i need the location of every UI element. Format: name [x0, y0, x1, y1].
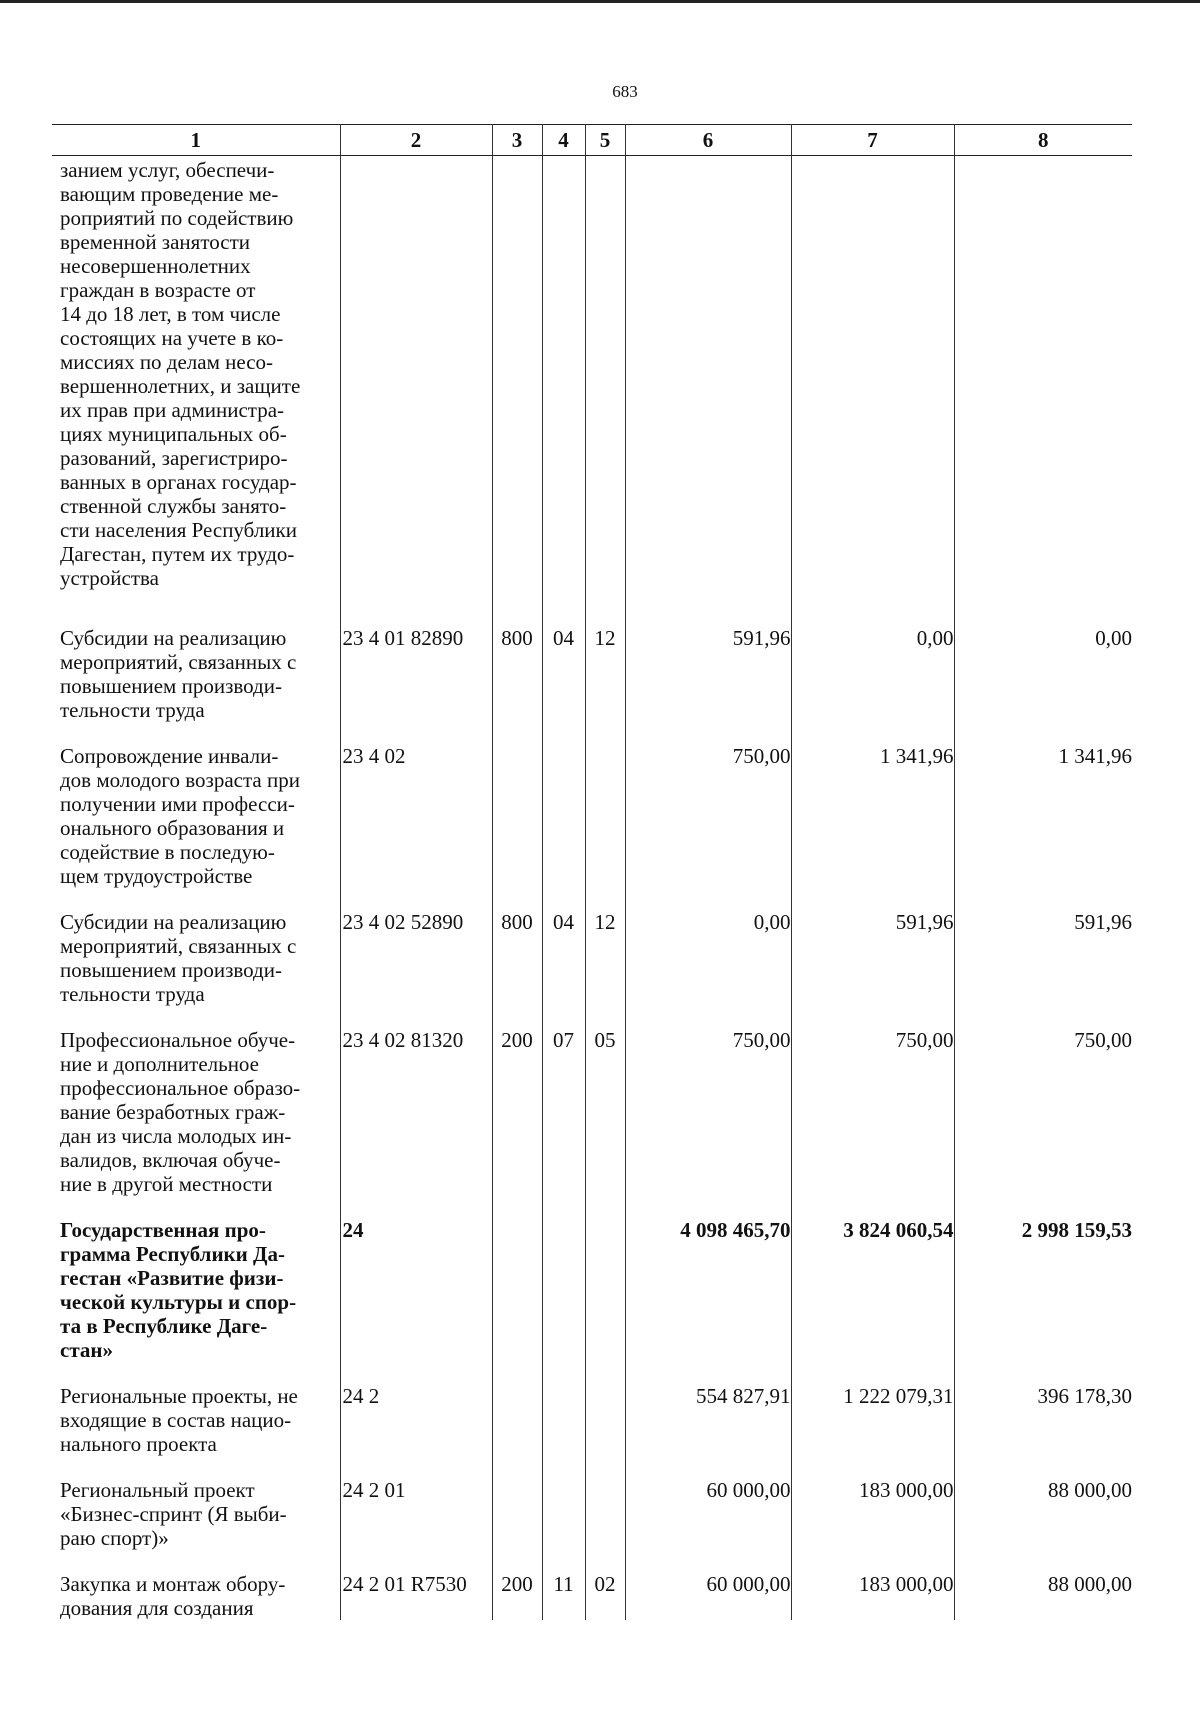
row-code-cell: 23 4 02: [340, 722, 492, 888]
col-header-7: 7: [791, 125, 954, 156]
row-amount-col6: 0,00: [625, 888, 791, 1006]
row-pr-cell: [585, 1456, 625, 1550]
row-rz-cell: 11: [542, 1550, 585, 1620]
row-name-cell: Сопровождение инвали- дов молодого возраста при получении ими професси- онального образования и содействие в последую- щем трудоустройстве: [52, 722, 340, 888]
row-vr-cell: [492, 1362, 542, 1456]
row-vr-cell: [492, 1456, 542, 1550]
row-vr-cell: [492, 1196, 542, 1362]
col-header-5: 5: [585, 125, 625, 156]
row-rz-cell: 04: [542, 888, 585, 1006]
top-border-line: [0, 0, 1200, 3]
row-rz-cell: [542, 156, 585, 605]
row-code-cell: 24: [340, 1196, 492, 1362]
row-name-cell: Субсидии на реализацию мероприятий, связанных с повышением производи- тельности труда: [52, 888, 340, 1006]
row-name-cell: Субсидии на реализацию мероприятий, связанных с повышением производи- тельности труда: [52, 604, 340, 722]
row-pr-cell: 12: [585, 888, 625, 1006]
row-amount-col7: 0,00: [791, 604, 954, 722]
table-row: [52, 722, 1132, 888]
table-row: [52, 1456, 1132, 1550]
table-row: [52, 156, 1132, 605]
row-rz-cell: [542, 722, 585, 888]
row-rz-cell: 07: [542, 1006, 585, 1196]
row-code-cell: 23 4 01 82890: [340, 604, 492, 722]
row-pr-cell: 05: [585, 1006, 625, 1196]
row-name-cell: Региональный проект «Бизнес-спринт (Я выби- раю спорт)»: [52, 1456, 340, 1550]
row-amount-col8: 750,00: [954, 1006, 1132, 1196]
row-rz-cell: [542, 1196, 585, 1362]
row-amount-col8: 396 178,30: [954, 1362, 1132, 1456]
row-rz-cell: [542, 1456, 585, 1550]
row-amount-col7: 3 824 060,54: [791, 1196, 954, 1362]
row-name-cell: занием услуг, обеспечи- вающим проведение ме- роприятий по содействию временной занятости несовершеннолетних граждан в возрасте от 14 до 18 лет, в том числе состоящих на учете в ко- миссиях по делам несо- вершеннолетних, и защите их прав при администра- циях муниципальных об- разований, зарегистриро- ванных в органах государ- ственной службы занято- сти населения Республики Дагестан, путем их трудо- устройства: [52, 156, 340, 605]
row-amount-col6: 591,96: [625, 604, 791, 722]
row-code-cell: 24 2 01: [340, 1456, 492, 1550]
row-amount-col7: 1 222 079,31: [791, 1362, 954, 1456]
row-pr-cell: 12: [585, 604, 625, 722]
row-amount-col7: 183 000,00: [791, 1550, 954, 1620]
row-code-cell: 24 2: [340, 1362, 492, 1456]
row-amount-col8: 88 000,00: [954, 1456, 1132, 1550]
row-vr-cell: 800: [492, 888, 542, 1006]
row-code-cell: 24 2 01 R7530: [340, 1550, 492, 1620]
col-header-3: 3: [492, 125, 542, 156]
row-amount-col8: 0,00: [954, 604, 1132, 722]
row-name-cell: Закупка и монтаж обору- дования для создания: [52, 1550, 340, 1620]
budget-table: [52, 124, 1132, 1620]
row-vr-cell: [492, 156, 542, 605]
col-header-1: 1: [52, 125, 340, 156]
row-amount-col6: 60 000,00: [625, 1550, 791, 1620]
row-amount-col6: 4 098 465,70: [625, 1196, 791, 1362]
row-amount-col7: 750,00: [791, 1006, 954, 1196]
row-amount-col7: 183 000,00: [791, 1456, 954, 1550]
table-row: [52, 1550, 1132, 1620]
row-amount-col8: 1 341,96: [954, 722, 1132, 888]
row-amount-col7: 1 341,96: [791, 722, 954, 888]
row-amount-col8: 591,96: [954, 888, 1132, 1006]
table-row: [52, 1362, 1132, 1456]
row-pr-cell: [585, 1362, 625, 1456]
row-vr-cell: [492, 722, 542, 888]
row-vr-cell: 200: [492, 1550, 542, 1620]
row-name-cell: Профессиональное обуче- ние и дополнительное профессиональное образо- вание безработных граж- дан из числа молодых ин- валидов, включая обуче- ние в другой местности: [52, 1006, 340, 1196]
row-pr-cell: [585, 1196, 625, 1362]
header-row: [52, 125, 1132, 156]
row-rz-cell: 04: [542, 604, 585, 722]
table-row: [52, 1196, 1132, 1362]
row-amount-col8: 88 000,00: [954, 1550, 1132, 1620]
row-amount-col6: 554 827,91: [625, 1362, 791, 1456]
row-vr-cell: 800: [492, 604, 542, 722]
row-amount-col8: [954, 156, 1132, 605]
row-rz-cell: [542, 1362, 585, 1456]
col-header-4: 4: [542, 125, 585, 156]
row-pr-cell: 02: [585, 1550, 625, 1620]
row-amount-col6: 750,00: [625, 1006, 791, 1196]
row-amount-col7: [791, 156, 954, 605]
row-code-cell: [340, 156, 492, 605]
table-row: [52, 1006, 1132, 1196]
row-pr-cell: [585, 722, 625, 888]
row-code-cell: 23 4 02 52890: [340, 888, 492, 1006]
row-pr-cell: [585, 156, 625, 605]
row-name-cell: Региональные проекты, не входящие в состав нацио- нального проекта: [52, 1362, 340, 1456]
col-header-6: 6: [625, 125, 791, 156]
page-number: 683: [612, 82, 638, 101]
row-name-cell: Государственная про- грамма Республики Да- гестан «Развитие физи- ческой культуры и спор- та в Республике Даге- стан»: [52, 1196, 340, 1362]
row-amount-col6: 750,00: [625, 722, 791, 888]
row-vr-cell: 200: [492, 1006, 542, 1196]
col-header-8: 8: [954, 125, 1132, 156]
table-row: [52, 888, 1132, 1006]
row-amount-col7: 591,96: [791, 888, 954, 1006]
row-amount-col6: [625, 156, 791, 605]
row-amount-col6: 60 000,00: [625, 1456, 791, 1550]
row-code-cell: 23 4 02 81320: [340, 1006, 492, 1196]
table-row: [52, 604, 1132, 722]
table-body: [52, 156, 1132, 1621]
row-amount-col8: 2 998 159,53: [954, 1196, 1132, 1362]
col-header-2: 2: [340, 125, 492, 156]
